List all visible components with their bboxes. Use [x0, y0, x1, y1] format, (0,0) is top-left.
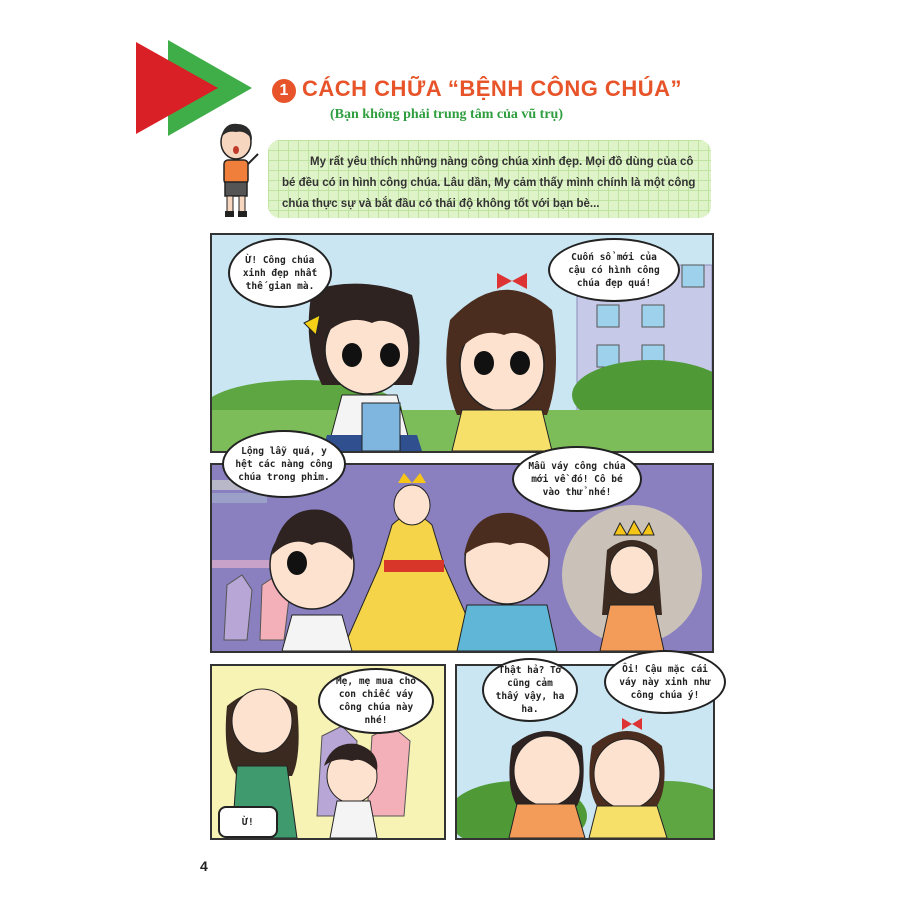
boy-mascot-illustration: [212, 122, 264, 220]
speech-text: Thật hả? Tớ cũng cảm thấy vậy, ha ha.: [495, 665, 565, 715]
speech-text: Ừ! Công chúa xinh đẹp nhất thế gian mà.: [242, 254, 318, 292]
speech-bubble: [548, 238, 680, 302]
speech-bubble: [318, 668, 434, 734]
speech-text: Lộng lẫy quá, y hệt các nàng công chúa trong phim.: [235, 445, 333, 483]
page-number: 4: [200, 858, 208, 874]
speech-bubble: [482, 658, 578, 722]
section-subtitle: (Bạn không phải trung tâm của vũ trụ): [330, 107, 563, 122]
intro-text: My rất yêu thích những nàng công chúa xinh đẹp. Mọi đồ dùng của cô bé đều có in hình công chúa. Lâu dần, My cảm thấy mình chính là một công chúa thực sự và bắt đầu có thái độ không tốt với bạn bè...: [282, 156, 696, 210]
speech-text: Ừ!: [242, 816, 254, 828]
speech-bubble: [228, 238, 332, 308]
speech-bubble-small: [218, 806, 278, 838]
speech-text: Mẹ, mẹ mua cho con chiếc váy công chúa này nhé!: [335, 676, 417, 726]
speech-bubble: [222, 430, 346, 498]
section-number-badge: 1: [272, 79, 296, 103]
speech-text: Cuốn sổ mới của cậu có hình công chúa đẹp quá!: [568, 251, 660, 289]
speech-bubble: [604, 650, 726, 714]
section-title: CÁCH CHỮA “BỆNH CÔNG CHÚA”: [302, 76, 682, 101]
speech-bubble: [512, 446, 642, 512]
speech-text: Ôi! Cậu mặc cái váy này xinh như công chúa ý!: [619, 663, 711, 701]
speech-text: Mẫu váy công chúa mới về đó! Cô bé vào thử nhé!: [528, 460, 626, 498]
